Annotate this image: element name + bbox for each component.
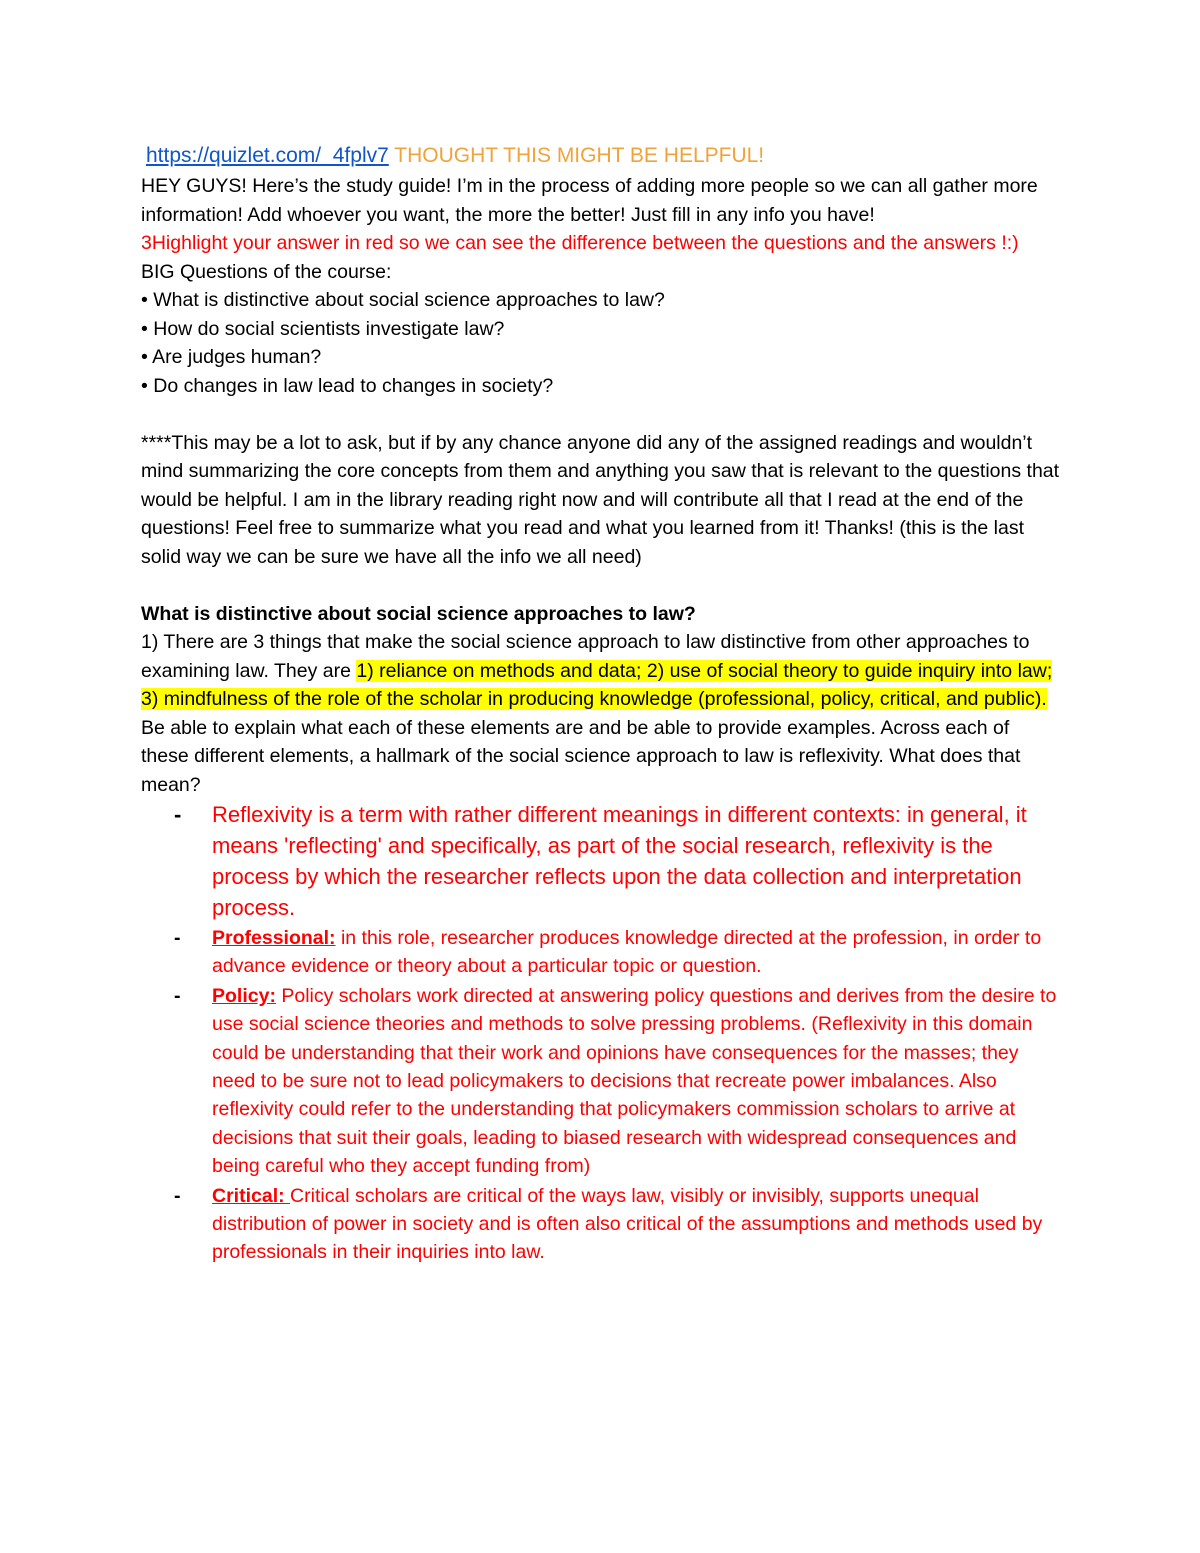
- dash-bullet: -: [174, 984, 181, 1007]
- dash-bullet: -: [174, 802, 182, 827]
- highlight-instruction: 3Highlight your answer in red so we can see the difference between the questions and the answers !:): [141, 232, 1019, 254]
- request-paragraph: ****This may be a lot to ask, but if by any chance anyone did any of the assigned readings and wouldn’t mind summarizing the core concepts from them and anything you saw that is relevant to the questions that would be helpful. I am in the library reading right now and will contribute all that I read at the end of the questions! Feel free to summarize what you read and what you learned from it! Thanks! (this is the last solid way we can be sure we have all the info we all need): [141, 431, 1060, 568]
- quizlet-link[interactable]: https://quizlet.com/_4fplv7: [146, 144, 389, 167]
- section-heading: What is distinctive about social science approaches to law?: [141, 602, 696, 625]
- answer-professional: [141, 924, 1061, 981]
- document-page: [141, 140, 1061, 1267]
- list-item: • How do social scientists investigate law?: [141, 317, 505, 340]
- list-item: • Are judges human?: [141, 346, 322, 368]
- answer-term: Policy:: [212, 984, 276, 1007]
- section-paragraph: [141, 628, 1061, 799]
- highlighted-text: 1) reliance on methods and data; 2) use of social theory to guide inquiry into law; 3) mindfulness of the role of the scholar in producing knowledge (professional, policy, critical, and public).: [141, 659, 1053, 710]
- answer-policy: [141, 982, 1061, 1181]
- dash-bullet: -: [174, 1184, 181, 1207]
- intro-paragraph: HEY GUYS! Here’s the study guide! I’m in the process of adding more people so we can all gather more information! Add whoever you want, the more the better! Just fill in any info you have!: [141, 175, 1038, 226]
- answer-text: Reflexivity is a term with rather different meanings in different contexts: in general, it means 'reflecting' and specifically, as part of the social research, reflexivity is the process by which the researcher reflects upon the data collection and interpretation process.: [212, 802, 1027, 920]
- helpful-note: THOUGHT THIS MIGHT BE HELPFUL!: [388, 144, 765, 167]
- big-questions-list: [141, 286, 1061, 400]
- answer-text: Policy scholars work directed at answering policy questions and derives from the desire to use social science theories and methods to solve pressing problems. (Reflexivity in this domain could be understanding that their work and opinions have consequences for the masses; they need to be sure not to lead policymakers to decisions that recreate power imbalances. Also reflexivity could refer to the understanding that policymakers commission scholars to arrive at decisions that suit their goals, leading to biased research with widespread consequences and being careful who they accept funding from): [212, 984, 1057, 1178]
- big-questions-title: BIG Questions of the course:: [141, 260, 392, 283]
- answer-critical: [141, 1182, 1061, 1267]
- list-item: • What is distinctive about social science approaches to law?: [141, 289, 665, 311]
- answer-text: in this role, researcher produces knowledge directed at the profession, in order to advance evidence or theory about a particular topic or question.: [212, 927, 1042, 978]
- paragraph-end: Be able to explain what each of these elements are and be able to provide examples. Across each of these different elements, a hallmark of the social science approach to law is reflexivity. What does that mean?: [141, 716, 1021, 796]
- header-line: [146, 140, 1061, 172]
- answer-text: Critical scholars are critical of the ways law, visibly or invisibly, supports unequal distribution of power in society and is often also critical of the assumptions and methods used by professionals in their inquiries into law.: [212, 1184, 1043, 1264]
- dash-bullet: -: [174, 927, 181, 949]
- spacer: [141, 571, 1061, 600]
- answer-term: Critical:: [212, 1184, 291, 1207]
- list-item: • Do changes in law lead to changes in society?: [141, 374, 554, 397]
- paragraph-start: 1) There are 3 things that make the social science approach to law distinctive from other approaches to examining law. They are: [141, 631, 1030, 682]
- answers-list: [141, 799, 1061, 1267]
- answer-term: Professional:: [212, 927, 336, 949]
- answer-reflexivity: [141, 799, 1061, 923]
- spacer: [141, 400, 1061, 429]
